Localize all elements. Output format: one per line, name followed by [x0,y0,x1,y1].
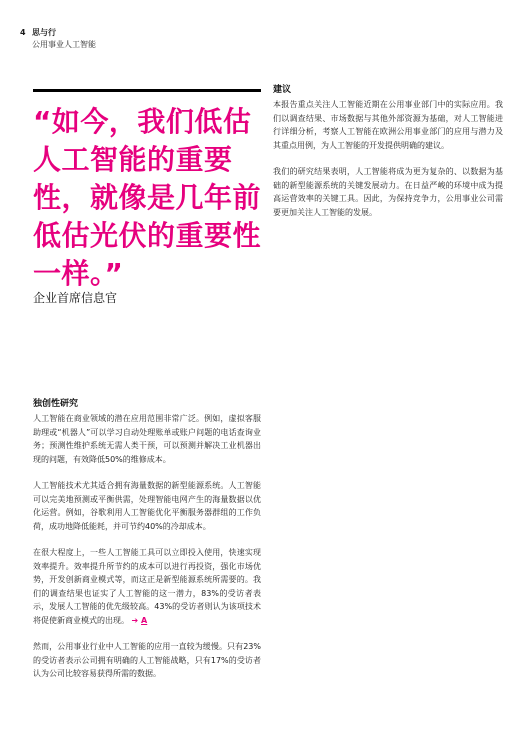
research-section [33,398,261,694]
reference-link[interactable] [132,616,148,625]
section-title: 思与行 [32,28,56,37]
research-paragraph: 人工智能在商业领域的潜在应用范围非常广泛。例如，虚拟客服助理或“机器人”可以学习自动处理账单或账户问题的电话查询业务；预测性维护系统无需人类干预，可以预测并解决工业机器出现的问题，有效降低50%的维修成本。 [33,414,261,464]
page-header [20,27,96,51]
research-paragraph [33,546,261,627]
arrow-right-icon: ➔ [131,615,139,625]
quote-divider [33,89,261,92]
research-paragraph: 然而，公用事业行业中人工智能的应用一直较为缓慢。只有23%的受访者表示公司拥有明确的人工智能战略，只有17%的受访者认为公司比较容易获得所需的数据。 [33,642,261,678]
research-heading: 独创性研究 [33,399,79,409]
page-subtitle: 公用事业人工智能 [32,40,96,49]
quote-attribution: 企业首席信息官 [33,291,118,305]
reference-link-label: A [141,615,148,625]
recommendation-paragraph: 本报告重点关注人工智能近期在公用事业部门中的实际应用。我们以调查结果、市场数据与其他外部资源为基础，对人工智能进行详细分析，考察人工智能在欧洲公用事业部门的应用与潜力及其重点用例，为人工智能的开发提供明确的建议。 [273,100,503,150]
recommendation-paragraph: 我们的研究结果表明，人工智能将成为更为复杂的、以数据为基础的新型能源系统的关键发展动力。在日益严峻的环境中成为提高运营效率的关键工具。因此，为保持竞争力，公用事业公司需要更加关注人工智能的发展。 [273,167,503,217]
research-paragraph-text: 在很大程度上，一些人工智能工具可以立即投入使用，快速实现效率提升。效率提升所节约的成本可以进行再投资，强化市场优势，开发创新商业模式等，而这正是新型能源系统所需要的。我们的调查结果也证实了人工智能的这一潜力，83%的受访者表示，发展人工智能的优先级较高。43%的受访者则认为该项技术将促使新商业模式的出现。 [33,548,261,625]
recommendation-heading: 建议 [273,85,292,95]
research-paragraph: 人工智能技术尤其适合拥有海量数据的新型能源系统。人工智能可以完美地预测或平衡供需，处理智能电网产生的海量数据以优化运营。例如，谷歌利用人工智能优化平衡服务器群组的工作负荷，成功地降低能耗，并可节约40%的冷却成本。 [33,481,261,531]
page-number: 4 [20,28,26,37]
recommendation-section [273,84,503,232]
pull-quote: “如今，我们低估人工智能的重要性，就像是几年前低估光伏的重要性一样。” [33,105,262,290]
